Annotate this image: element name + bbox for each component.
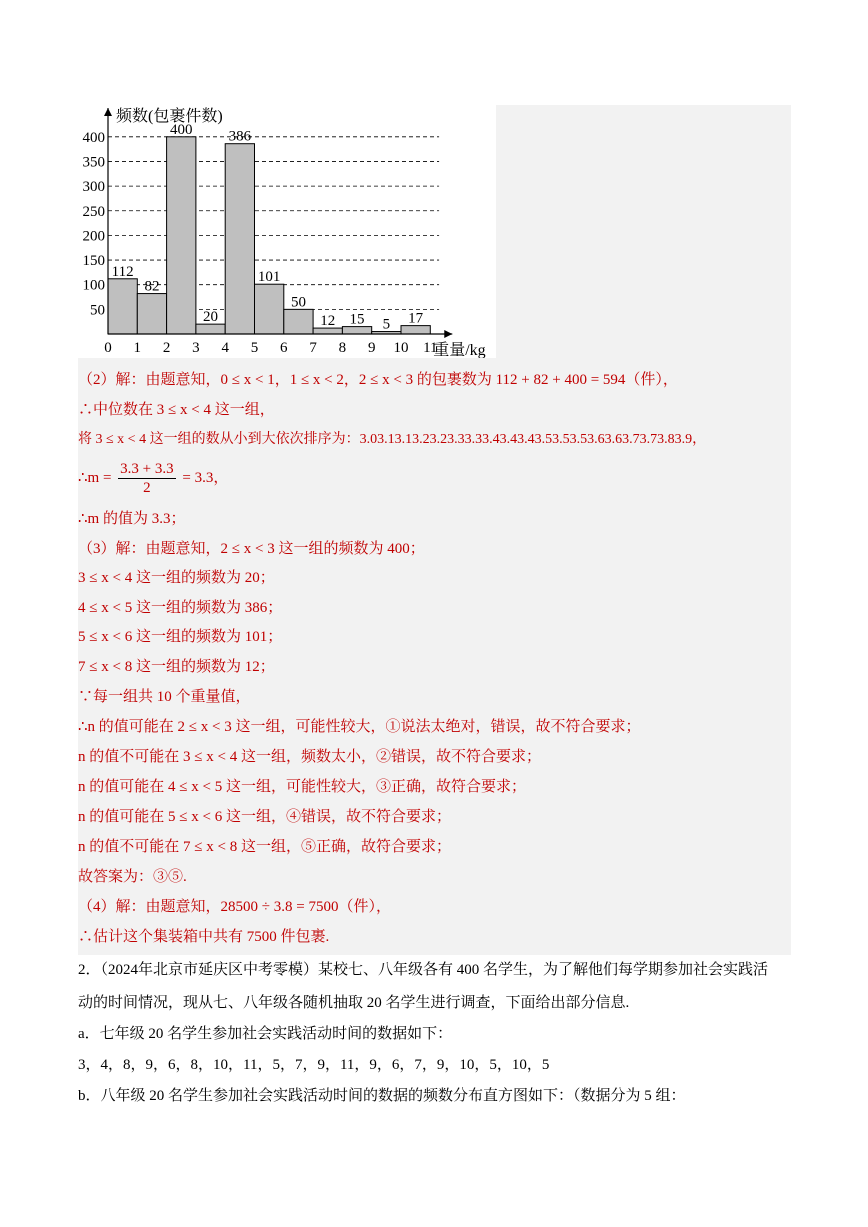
median-fraction (118, 460, 175, 497)
solution-line-1: （2）解：由题意知，0 ≤ x < 1，1 ≤ x < 2，2 ≤ x < 3 的包裹数为 112 + 82 + 400 = 594（件）， (78, 372, 678, 388)
solution-line-17: 故答案为：③⑤. (78, 869, 187, 885)
bar-value-label: 5 (382, 316, 391, 333)
problem2-line-1: 2．（2024年北京市延庆区中考零模）某校七、八年级各有 400 名学生，为了解他们每学期参加社会实践活 (78, 962, 769, 978)
solution-line-10: 7 ≤ x < 8 这一组的频数为 12； (78, 659, 275, 675)
y-tick-label: 400 (82, 129, 105, 146)
y-tick-label: 200 (82, 228, 105, 245)
solution-line-12: ∴n 的值可能在 2 ≤ x < 3 这一组，可能性较大，①说法太绝对，错误，故不符合要求； (78, 719, 641, 735)
x-tick-label: 2 (162, 340, 171, 356)
x-tick-label: 1 (133, 340, 142, 356)
y-tick-label: 300 (82, 179, 105, 196)
solution-line-9: 5 ≤ x < 6 这一组的频数为 101； (78, 629, 283, 645)
histogram-bar (342, 327, 371, 334)
median-formula-prefix: ∴m = (78, 470, 112, 486)
x-tick-label: 5 (250, 340, 259, 356)
solution-line-4 (78, 460, 228, 497)
bar-value-label: 386 (228, 128, 252, 145)
median-formula-result: = 3.3， (182, 470, 229, 486)
histogram-bar (108, 279, 137, 334)
problem2-line-4: 3，4，8，9，6，8，10，11，5，7，9，11，9，6，7，9，10，5，10，5 (78, 1057, 550, 1073)
x-axis-title: 重量/kg (433, 342, 486, 358)
histogram-bar (196, 324, 225, 334)
solution-line-18: （4）解：由题意知，28500 ÷ 3.8 = 7500（件）， (78, 899, 391, 915)
solution-line-7: 3 ≤ x < 4 这一组的频数为 20； (78, 570, 275, 586)
solution-line-16: n 的值不可能在 7 ≤ x < 8 这一组，⑤正确，故符合要求； (78, 839, 451, 855)
bar-value-label: 12 (320, 313, 336, 330)
problem2-line-3: a．七年级 20 名学生参加社会实践活动时间的数据如下： (78, 1026, 453, 1042)
solution-line-13: n 的值不可能在 3 ≤ x < 4 这一组，频数太小，②错误，故不符合要求； (78, 749, 541, 765)
y-tick-label: 250 (82, 203, 105, 220)
x-tick-label: 11 (423, 340, 438, 356)
solution-line-6: （3）解：由题意知，2 ≤ x < 3 这一组的频数为 400； (78, 541, 425, 557)
y-tick-label: 100 (82, 277, 105, 294)
problem2-line-5: b．八年级 20 名学生参加社会实践活动时间的数据的频数分布直方图如下：（数据分为 5 组： (78, 1088, 686, 1104)
histogram-chart (78, 105, 496, 358)
solution-line-11: ∵每一组共 10 个重量值， (78, 689, 251, 705)
x-axis-arrow (444, 330, 452, 338)
bar-value-label: 17 (408, 310, 424, 327)
histogram-bar (401, 326, 430, 334)
histogram-bar (225, 144, 254, 334)
solution-line-8: 4 ≤ x < 5 这一组的频数为 386； (78, 600, 283, 616)
solution-line-19: ∴估计这个集装箱中共有 7500 件包裹. (78, 929, 330, 945)
fraction-numerator: 3.3 + 3.3 (120, 461, 174, 478)
bar-value-label: 50 (290, 294, 306, 311)
solution-line-2: ∴中位数在 3 ≤ x < 4 这一组， (78, 402, 275, 418)
x-tick-label: 3 (192, 340, 200, 356)
x-tick-label: 6 (280, 340, 288, 356)
histogram-bar (284, 309, 313, 334)
fraction-denominator: 2 (143, 480, 151, 497)
bar-value-label: 20 (203, 309, 219, 326)
x-tick-label: 7 (309, 340, 317, 356)
x-tick-label: 9 (367, 340, 376, 356)
y-tick-label: 50 (90, 302, 105, 319)
y-tick-label: 350 (82, 154, 105, 171)
bar-value-label: 82 (144, 278, 160, 295)
solution-line-3: 将 3 ≤ x < 4 这一组的数从小到大依次排序为：3.03.13.13.23.23.33.33.43.43.43.53.53.53.63.63.73.73.83.9， (78, 432, 707, 447)
bar-value-label: 400 (170, 121, 193, 138)
histogram-svg (78, 105, 496, 358)
y-axis-arrow (104, 108, 112, 116)
x-tick-label: 10 (393, 340, 409, 356)
bar-value-label: 112 (111, 263, 134, 280)
x-tick-label: 0 (104, 340, 112, 356)
histogram-bar (137, 294, 166, 334)
solution-line-5: ∴m 的值为 3.3； (78, 511, 186, 527)
x-tick-label: 4 (221, 340, 229, 356)
y-tick-label: 150 (82, 253, 105, 270)
x-tick-label: 8 (338, 340, 347, 356)
bar-value-label: 15 (349, 311, 365, 328)
histogram-bar (167, 137, 196, 334)
solution-line-14: n 的值可能在 4 ≤ x < 5 这一组，可能性较大，③正确，故符合要求； (78, 779, 526, 795)
bar-value-label: 101 (257, 269, 281, 286)
histogram-bar (255, 284, 284, 334)
problem2-line-2: 动的时间情况，现从七、八年级各随机抽取 20 名学生进行调查，下面给出部分信息. (78, 995, 630, 1011)
y-axis-title: 频数(包裹件数) (116, 108, 223, 125)
solution-line-15: n 的值可能在 5 ≤ x < 6 这一组，④错误，故不符合要求； (78, 809, 451, 825)
